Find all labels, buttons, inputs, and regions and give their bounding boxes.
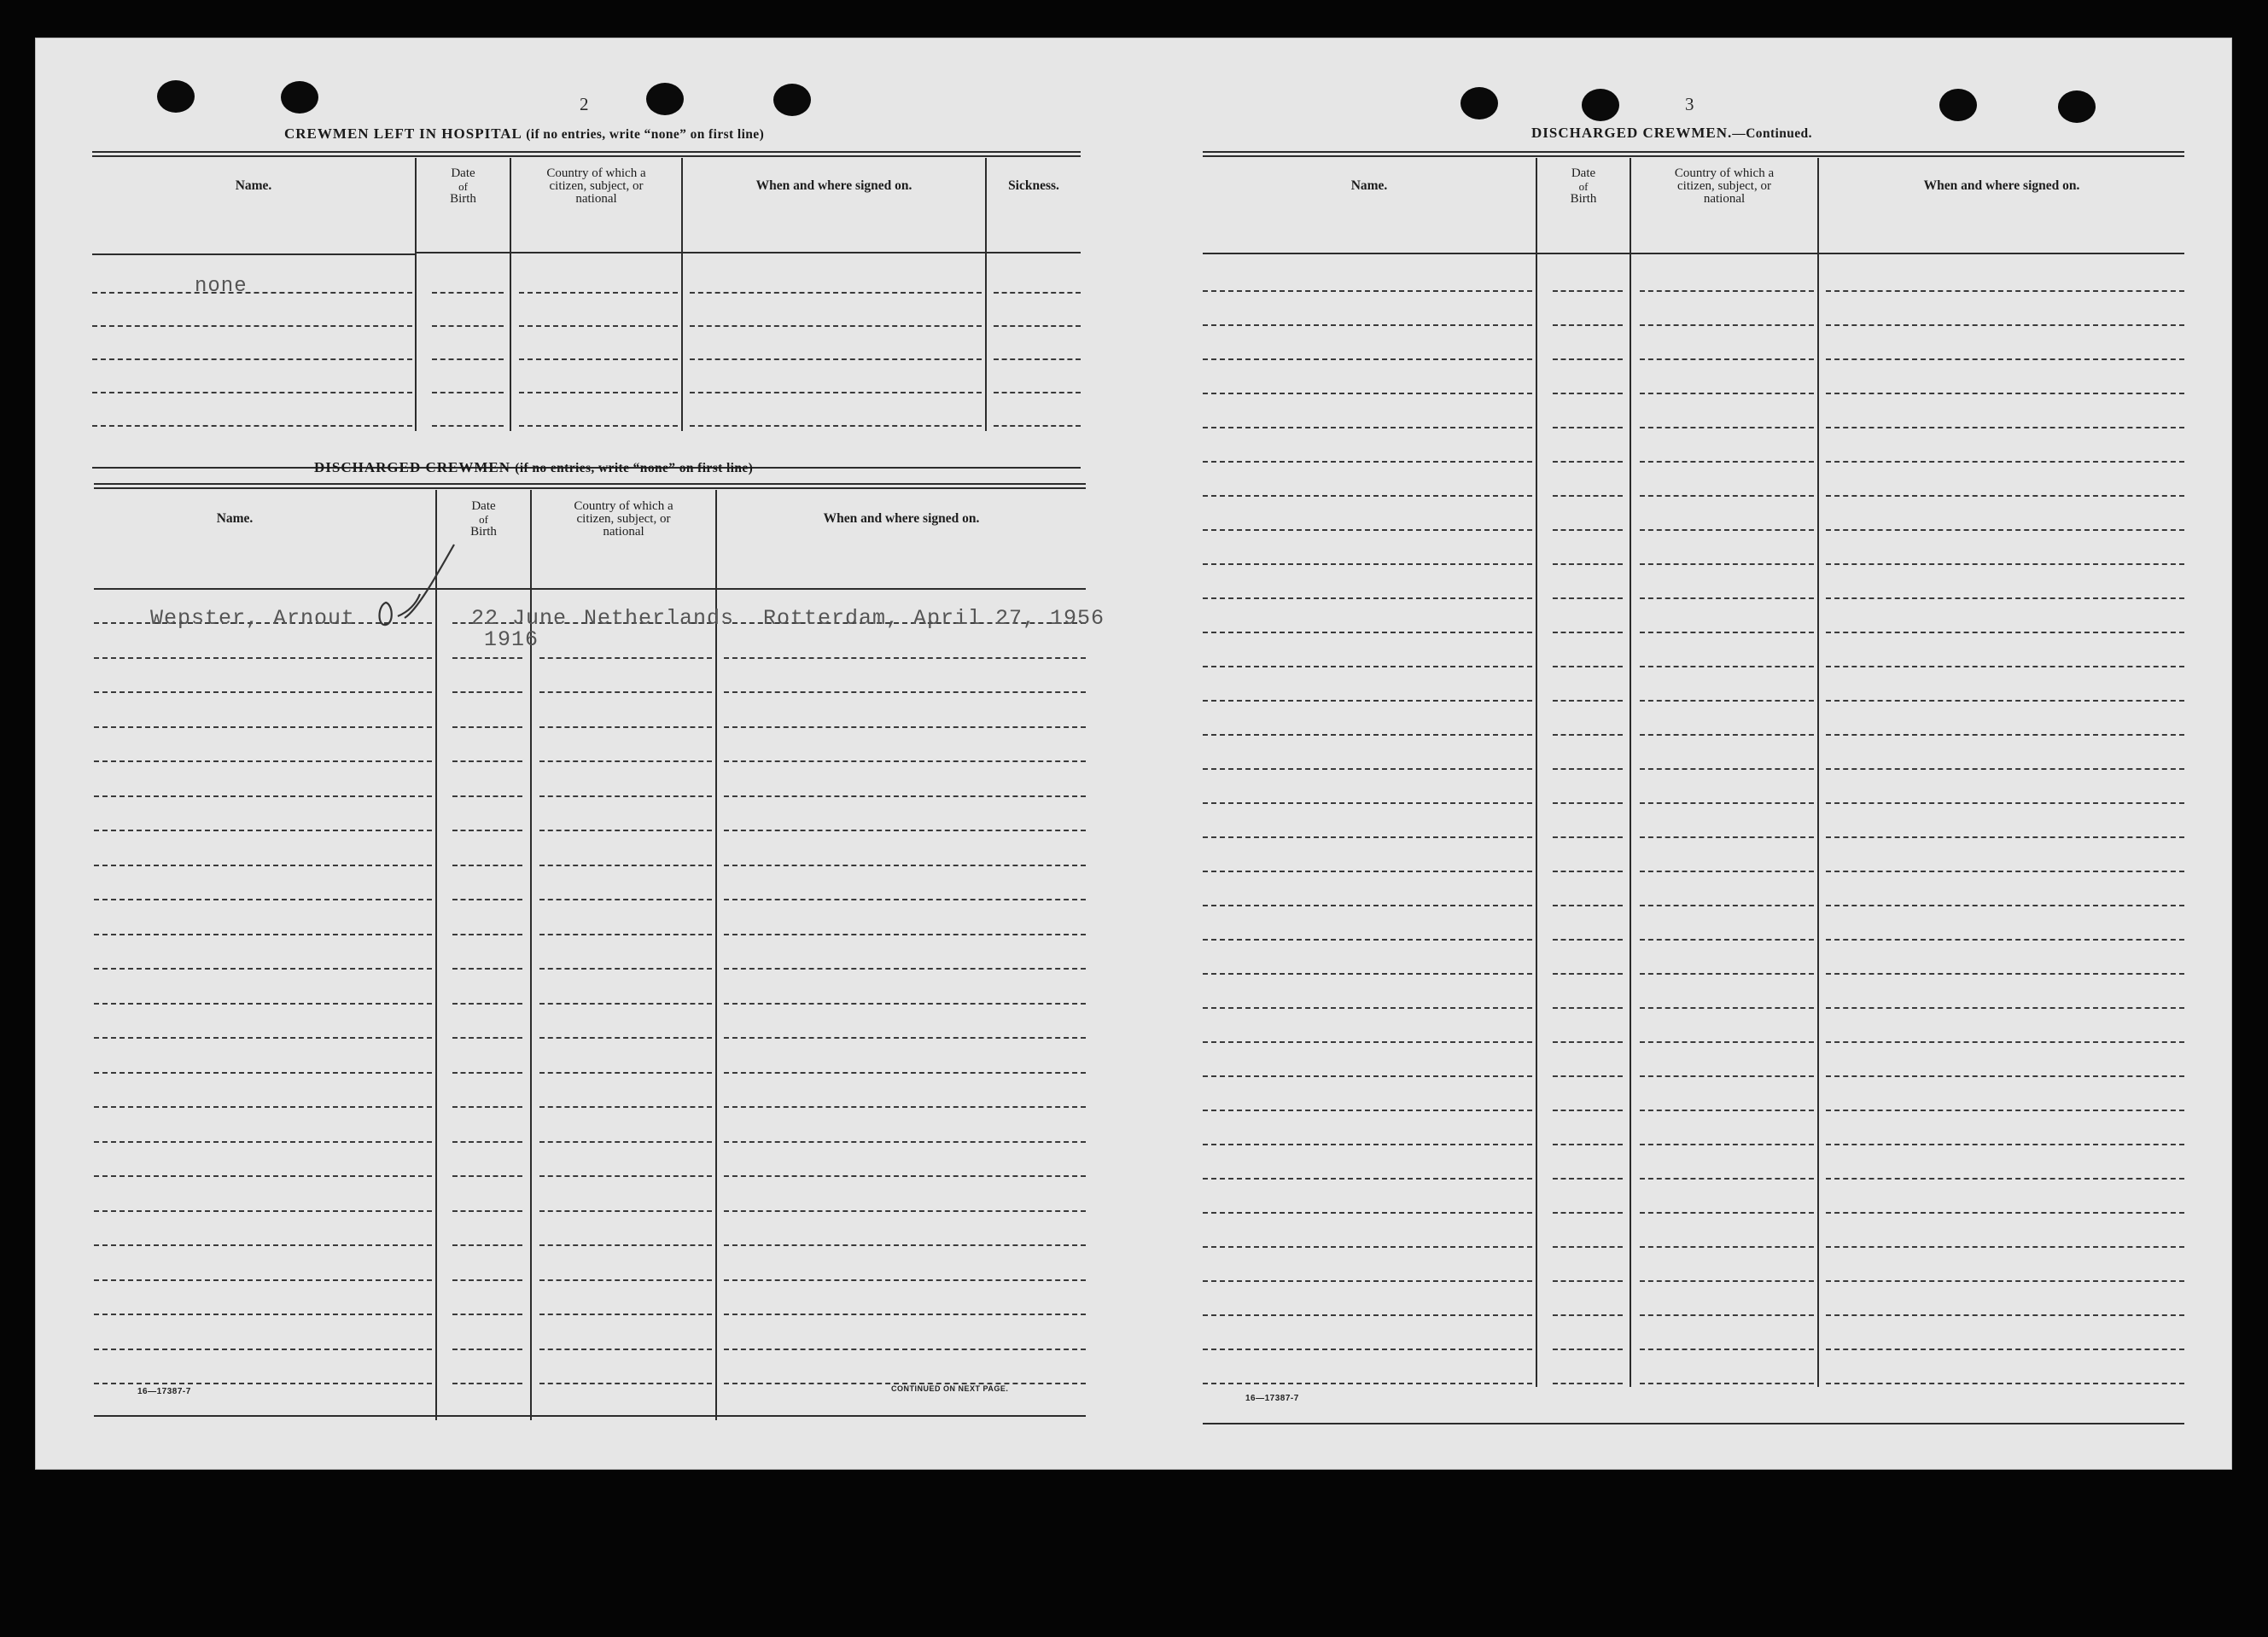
form-row-line — [94, 934, 432, 935]
form-row-line — [1553, 393, 1623, 394]
form-row-line — [1826, 768, 2184, 770]
col-header-signed-on: When and where signed on. — [755, 178, 912, 193]
form-row-line — [1553, 871, 1623, 872]
form-row-line — [94, 1037, 432, 1039]
form-row-line — [1203, 1314, 1532, 1316]
form-row-line — [1553, 1041, 1623, 1043]
form-row-line — [1826, 427, 2184, 428]
form-row-line — [519, 425, 678, 427]
form-row-line — [539, 865, 712, 866]
discharged-instruction: (if no entries, write “none” on first line) — [515, 461, 754, 475]
form-row-line — [690, 292, 982, 294]
form-row-line — [94, 691, 432, 693]
form-row-line — [452, 1106, 522, 1108]
form-row-line — [452, 657, 522, 659]
form-row-line — [1640, 905, 1814, 906]
form-row-line — [94, 760, 432, 762]
form-row-line — [94, 795, 432, 797]
form-row-line — [94, 1106, 432, 1108]
form-row-line — [1640, 461, 1814, 463]
form-row-line — [1640, 1212, 1814, 1214]
form-row-line — [1826, 1144, 2184, 1145]
hospital-title-text: CREWMEN LEFT IN HOSPITAL — [284, 125, 522, 142]
form-row-line — [1553, 666, 1623, 667]
form-row-line — [1826, 1280, 2184, 1282]
form-row-line — [94, 1349, 432, 1350]
form-row-line — [94, 1003, 432, 1005]
form-row-line — [1203, 1349, 1532, 1350]
form-row-line — [1553, 973, 1623, 975]
form-row-line — [1826, 529, 2184, 531]
form-row-line — [539, 1314, 712, 1315]
form-row-line — [724, 1314, 1086, 1315]
form-row-line — [92, 292, 412, 294]
form-row-line — [724, 899, 1086, 900]
form-row-line — [724, 1037, 1086, 1039]
hospital-section-title — [284, 125, 764, 143]
form-row-line — [1203, 632, 1532, 633]
form-row-line — [1553, 1212, 1623, 1214]
form-row-line — [1640, 871, 1814, 872]
form-row-line — [1203, 973, 1532, 975]
form-row-line — [452, 1072, 522, 1074]
form-row-line — [94, 865, 432, 866]
form-row-line — [1826, 1246, 2184, 1248]
form-row-line — [1826, 905, 2184, 906]
form-row-line — [1826, 1075, 2184, 1077]
form-row-line — [539, 1037, 712, 1039]
form-row-line — [690, 425, 982, 427]
form-row-line — [539, 1003, 712, 1005]
form-row-line — [1826, 1007, 2184, 1009]
form-row-line — [1203, 1075, 1532, 1077]
form-row-line — [724, 1210, 1086, 1212]
form-row-line — [1203, 1212, 1532, 1214]
form-row-line — [1826, 734, 2184, 736]
form-row-line — [1553, 563, 1623, 565]
form-row-line — [452, 1349, 522, 1350]
form-row-line — [994, 425, 1081, 427]
form-row-line — [724, 1072, 1086, 1074]
form-row-line — [432, 358, 504, 360]
form-row-line — [1640, 802, 1814, 804]
form-row-line — [724, 691, 1086, 693]
form-row-line — [1640, 427, 1814, 428]
form-row-line — [994, 392, 1081, 393]
form-row-line — [1826, 1041, 2184, 1043]
form-row-line — [539, 1244, 712, 1246]
form-row-line — [1553, 734, 1623, 736]
form-row-line — [452, 795, 522, 797]
form-row-line — [724, 1106, 1086, 1108]
form-row-line — [94, 657, 432, 659]
form-row-line — [724, 968, 1086, 970]
form-row-line — [519, 392, 678, 393]
form-row-line — [1640, 939, 1814, 941]
form-row-line — [539, 657, 712, 659]
form-row-line — [94, 1175, 432, 1177]
col-header-dob: Date of Birth — [470, 498, 497, 539]
form-row-line — [452, 968, 522, 970]
form-row-line — [1553, 427, 1623, 428]
form-row-line — [1203, 1280, 1532, 1282]
form-row-line — [1203, 836, 1532, 838]
form-row-line — [1203, 597, 1532, 599]
form-row-line — [1553, 700, 1623, 702]
form-row-line — [994, 292, 1081, 294]
form-row-line — [1640, 632, 1814, 633]
col-header-country: Country of which a citizen, subject, or national — [1674, 166, 1775, 206]
punch-hole — [1460, 87, 1498, 119]
form-row-line — [1203, 324, 1532, 326]
form-row-line — [1203, 290, 1532, 292]
form-row-line — [539, 1349, 712, 1350]
punch-hole — [157, 80, 195, 113]
form-row-line — [92, 392, 412, 393]
form-row-line — [1203, 871, 1532, 872]
form-row-line — [690, 358, 982, 360]
form-row-line — [92, 425, 412, 427]
form-row-line — [94, 968, 432, 970]
form-row-line — [1203, 1041, 1532, 1043]
punch-hole — [773, 84, 811, 116]
form-row-line — [1553, 1314, 1623, 1316]
form-row-line — [94, 1279, 432, 1281]
form-row-line — [452, 1210, 522, 1212]
form-row-line — [452, 1141, 522, 1143]
discharged-continued-table — [1203, 151, 2193, 1431]
form-row-line — [724, 657, 1086, 659]
form-row-line — [1826, 290, 2184, 292]
form-row-line — [1203, 495, 1532, 497]
form-row-line — [452, 1003, 522, 1005]
form-row-line — [724, 1175, 1086, 1177]
col-header-sickness: Sickness. — [1008, 178, 1059, 193]
form-row-line — [1826, 700, 2184, 702]
form-row-line — [452, 1037, 522, 1039]
right-title-text: DISCHARGED CREWMEN. — [1531, 125, 1733, 141]
form-row-line — [1826, 393, 2184, 394]
entry-name: Wepster, Arnout — [150, 606, 356, 631]
form-row-line — [1640, 495, 1814, 497]
form-row-line — [1826, 1383, 2184, 1384]
form-row-line — [994, 358, 1081, 360]
form-row-line — [1203, 393, 1532, 394]
form-row-line — [519, 358, 678, 360]
form-row-line — [724, 1349, 1086, 1350]
form-row-line — [432, 325, 504, 327]
entry-country: Netherlands — [584, 606, 735, 631]
form-number-left: 16—17387-7 — [137, 1387, 191, 1396]
form-row-line — [452, 830, 522, 831]
form-row-line — [1203, 1383, 1532, 1384]
form-row-line — [1553, 939, 1623, 941]
right-title-suffix: —Continued. — [1732, 126, 1812, 141]
form-row-line — [94, 1141, 432, 1143]
form-row-line — [1640, 734, 1814, 736]
form-row-line — [1640, 1280, 1814, 1282]
form-row-line — [1203, 802, 1532, 804]
form-row-line — [1826, 563, 2184, 565]
col-header-country: Country of which a citizen, subject, or national — [546, 166, 646, 206]
punch-hole — [2058, 90, 2096, 123]
form-row-line — [1640, 393, 1814, 394]
form-row-line — [724, 760, 1086, 762]
form-row-line — [539, 899, 712, 900]
form-row-line — [1553, 1007, 1623, 1009]
form-row-line — [1640, 1144, 1814, 1145]
form-row-line — [1553, 597, 1623, 599]
continued-note: CONTINUED ON NEXT PAGE. — [891, 1384, 1009, 1393]
form-row-line — [1826, 632, 2184, 633]
form-row-line — [94, 1314, 432, 1315]
col-header-name: Name. — [235, 178, 272, 193]
form-row-line — [1640, 1246, 1814, 1248]
form-row-line — [1553, 1280, 1623, 1282]
form-row-line — [94, 726, 432, 728]
form-row-line — [1826, 802, 2184, 804]
form-row-line — [1553, 1075, 1623, 1077]
form-row-line — [1553, 358, 1623, 360]
form-row-line — [539, 1383, 712, 1384]
form-row-line — [452, 1175, 522, 1177]
form-row-line — [1203, 939, 1532, 941]
form-row-line — [432, 425, 504, 427]
discharged-title-text: DISCHARGED CREWMEN — [314, 459, 511, 475]
entry-dob-year: 1916 — [484, 627, 539, 652]
form-row-line — [1640, 1007, 1814, 1009]
col-header-name: Name. — [1350, 178, 1388, 193]
entry-dob-day-month: 22 June — [471, 606, 568, 631]
form-row-line — [1203, 1246, 1532, 1248]
col-header-country: Country of which a citizen, subject, or national — [574, 498, 673, 539]
form-row-line — [452, 899, 522, 900]
form-row-line — [724, 830, 1086, 831]
form-row-line — [724, 865, 1086, 866]
form-row-line — [1553, 495, 1623, 497]
form-row-line — [690, 325, 982, 327]
form-row-line — [1553, 802, 1623, 804]
form-row-line — [539, 934, 712, 935]
form-row-line — [1203, 461, 1532, 463]
form-row-line — [1553, 461, 1623, 463]
form-row-line — [452, 1314, 522, 1315]
form-row-line — [1203, 666, 1532, 667]
form-row-line — [1553, 1246, 1623, 1248]
form-row-line — [1553, 1144, 1623, 1145]
form-row-line — [1640, 666, 1814, 667]
form-row-line — [994, 325, 1081, 327]
entry-signed-on: Rotterdam, April 27, 1956 — [763, 606, 1105, 631]
form-row-line — [539, 1141, 712, 1143]
form-row-line — [690, 392, 982, 393]
form-row-line — [539, 968, 712, 970]
form-row-line — [1640, 324, 1814, 326]
form-row-line — [1826, 495, 2184, 497]
form-row-line — [432, 392, 504, 393]
form-row-line — [1553, 324, 1623, 326]
form-row-line — [452, 760, 522, 762]
col-header-signed-on: When and where signed on. — [1923, 178, 2080, 193]
form-row-line — [452, 1383, 522, 1384]
form-row-line — [539, 1279, 712, 1281]
form-row-line — [1640, 290, 1814, 292]
form-row-line — [1203, 905, 1532, 906]
form-row-line — [1203, 734, 1532, 736]
form-row-line — [92, 325, 412, 327]
form-row-line — [724, 1003, 1086, 1005]
form-row-line — [519, 325, 678, 327]
form-row-line — [1553, 290, 1623, 292]
hospital-entry-name: none — [195, 275, 248, 298]
form-row-line — [94, 899, 432, 900]
form-row-line — [539, 1072, 712, 1074]
form-row-line — [1203, 563, 1532, 565]
form-row-line — [1553, 1110, 1623, 1111]
form-row-line — [1203, 1178, 1532, 1180]
document-sheet — [35, 38, 2232, 1470]
form-row-line — [1826, 324, 2184, 326]
form-row-line — [1640, 358, 1814, 360]
form-row-line — [1203, 529, 1532, 531]
form-row-line — [724, 934, 1086, 935]
form-row-line — [1203, 358, 1532, 360]
form-row-line — [452, 1244, 522, 1246]
form-row-line — [1640, 1041, 1814, 1043]
right-section-title — [1531, 125, 1812, 142]
form-row-line — [452, 1279, 522, 1281]
form-row-line — [1826, 836, 2184, 838]
form-row-line — [539, 691, 712, 693]
form-row-line — [1640, 973, 1814, 975]
form-row-line — [1826, 1314, 2184, 1316]
form-row-line — [94, 1210, 432, 1212]
form-row-line — [94, 1244, 432, 1246]
form-row-line — [1826, 358, 2184, 360]
page-number-right: 3 — [1685, 94, 1694, 114]
page-number-left: 2 — [580, 94, 589, 114]
form-row-line — [1826, 597, 2184, 599]
form-row-line — [1826, 939, 2184, 941]
hospital-table — [92, 151, 1117, 475]
form-row-line — [539, 1210, 712, 1212]
form-row-line — [539, 760, 712, 762]
form-row-line — [724, 1279, 1086, 1281]
form-row-line — [1553, 1383, 1623, 1384]
discharged-table — [94, 483, 1127, 1439]
form-row-line — [1826, 461, 2184, 463]
form-row-line — [1553, 836, 1623, 838]
form-row-line — [452, 691, 522, 693]
form-row-line — [1640, 700, 1814, 702]
form-row-line — [539, 726, 712, 728]
punch-hole — [646, 83, 684, 115]
form-row-line — [539, 795, 712, 797]
form-row-line — [1203, 768, 1532, 770]
form-row-line — [1640, 1075, 1814, 1077]
form-row-line — [539, 830, 712, 831]
form-row-line — [452, 865, 522, 866]
form-row-line — [1553, 768, 1623, 770]
punch-hole — [1582, 89, 1619, 121]
form-row-line — [724, 795, 1086, 797]
handwritten-checkmark — [365, 534, 468, 637]
form-row-line — [1203, 700, 1532, 702]
form-row-line — [1553, 1178, 1623, 1180]
punch-hole — [1939, 89, 1977, 121]
col-header-dob: Date of Birth — [1570, 166, 1597, 206]
form-row-line — [519, 292, 678, 294]
form-row-line — [539, 1106, 712, 1108]
form-row-line — [1826, 666, 2184, 667]
form-row-line — [94, 1383, 432, 1384]
form-row-line — [1826, 1212, 2184, 1214]
form-row-line — [1203, 1007, 1532, 1009]
form-row-line — [724, 1244, 1086, 1246]
form-row-line — [1640, 768, 1814, 770]
col-header-dob: Date of Birth — [450, 166, 476, 206]
form-row-line — [539, 1175, 712, 1177]
form-row-line — [1640, 836, 1814, 838]
form-row-line — [1640, 529, 1814, 531]
form-row-line — [1640, 1383, 1814, 1384]
form-row-line — [452, 726, 522, 728]
form-row-line — [1203, 1110, 1532, 1111]
hospital-instruction: (if no entries, write “none” on first line) — [526, 127, 765, 142]
form-row-line — [1553, 1349, 1623, 1350]
form-row-line — [1203, 1144, 1532, 1145]
form-row-line — [724, 726, 1086, 728]
punch-hole — [281, 81, 318, 114]
form-row-line — [1826, 1349, 2184, 1350]
form-row-line — [452, 934, 522, 935]
form-row-line — [1640, 1314, 1814, 1316]
form-row-line — [1640, 1110, 1814, 1111]
form-row-line — [1553, 905, 1623, 906]
form-row-line — [1640, 597, 1814, 599]
form-row-line — [1826, 871, 2184, 872]
form-row-line — [1640, 1349, 1814, 1350]
form-row-line — [94, 830, 432, 831]
form-row-line — [1203, 427, 1532, 428]
form-row-line — [1826, 973, 2184, 975]
form-row-line — [94, 1072, 432, 1074]
form-row-line — [432, 292, 504, 294]
form-number-right: 16—17387-7 — [1245, 1394, 1299, 1403]
col-header-signed-on: When and where signed on. — [823, 511, 980, 526]
form-row-line — [1553, 529, 1623, 531]
discharged-section-title — [314, 459, 753, 476]
form-row-line — [1826, 1110, 2184, 1111]
form-row-line — [92, 358, 412, 360]
form-row-line — [1826, 1178, 2184, 1180]
form-row-line — [1640, 563, 1814, 565]
col-header-name: Name. — [216, 511, 254, 526]
form-row-line — [724, 1141, 1086, 1143]
form-row-line — [1553, 632, 1623, 633]
form-row-line — [1640, 1178, 1814, 1180]
